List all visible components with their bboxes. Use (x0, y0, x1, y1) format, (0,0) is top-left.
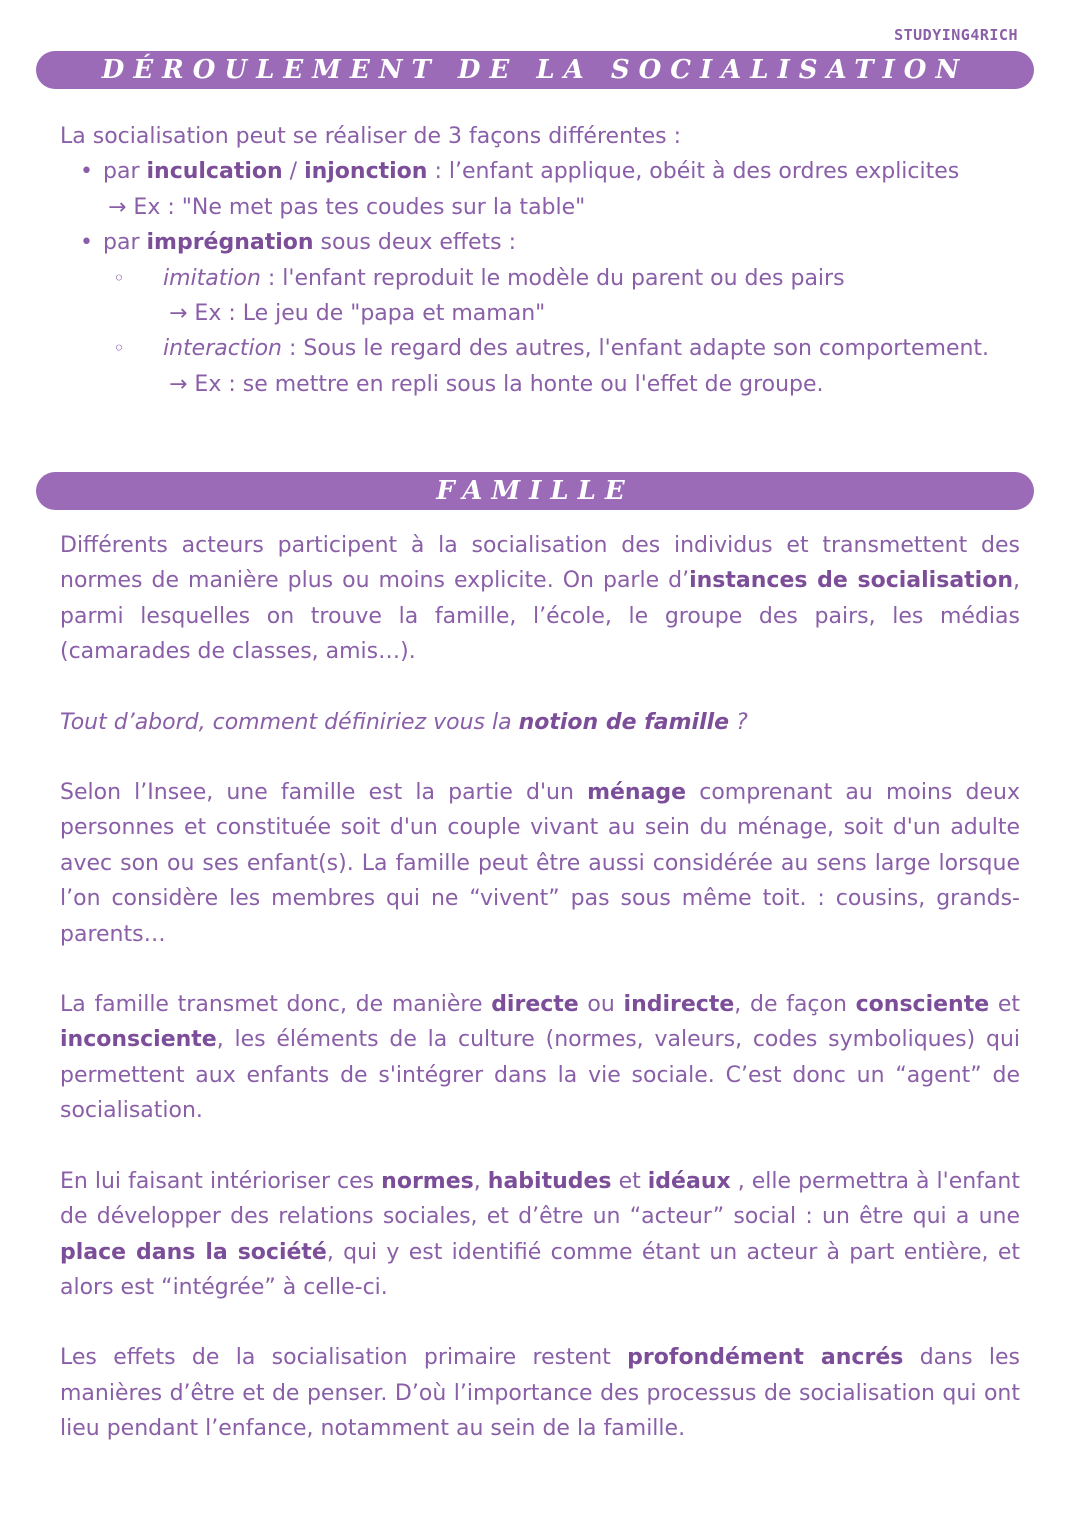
term-instances: instances de socialisation (689, 568, 1013, 594)
paragraph-interiorisation: En lui faisant intérioriser ces normes, habitudes et idéaux , elle permettra à l'enfant de développer des relations sociales, et d’être un “acteur” social : un être qui a une place dans la société, qui y est identifié comme étant un acteur à part entière, et alors est “intégrée” à celle-ci. (60, 1168, 1020, 1300)
list-item-imitation: ◦ imitation : l'enfant reproduit le modèle du parent ou des pairs → Ex : Le jeu de "papa et maman" (103, 261, 1020, 332)
term-interaction: interaction (163, 336, 282, 362)
paragraph-transmission: La famille transmet donc, de manière directe ou indirecte, de façon consciente et inconsciente, les éléments de la culture (normes, valeurs, codes symboliques) qui permettent aux enfants de s'intégrer dans la vie sociale. C’est donc un “agent” de socialisation. (60, 992, 1021, 1124)
term-habitudes: habitudes (487, 1168, 612, 1194)
term-injonction: injonction (304, 159, 428, 185)
list-item-inculcation: • par inculcation / injonction : l’enfant applique, obéit à des ordres explicites → Ex : "Ne met pas tes coudes sur la table" (60, 154, 1020, 225)
list-item-interaction: ◦ interaction : Sous le regard des autres, l'enfant adapte son comportement. → Ex : se mettre en repli sous la honte ou l'effet de groupe. (103, 331, 1020, 402)
term-ideaux: idéaux (647, 1168, 731, 1194)
term-notion-famille: notion de famille (518, 709, 730, 735)
term-inculcation: inculcation (146, 159, 283, 185)
term-directe: directe (491, 992, 579, 1018)
section-famille-body (60, 528, 1020, 1447)
paragraph-insee: Selon l’Insee, une famille est la partie d'un ménage comprenant au moins deux personnes et constituée soit d'un couple vivant au sein du ménage, soit d'un adulte avec son ou ses enfant(s). La famille peut être aussi considérée au sens large lorsque l’on considère les membres qui ne “vivent” pas sous même toit. : cousins, grands-parents… (60, 780, 1021, 947)
paragraph-question: Tout d’abord, comment définiriez vous la notion de famille ? (60, 709, 748, 735)
list-item-impregnation: • par imprégnation sous deux effets : ◦ imitation : l'enfant reproduit le modèle du parent ou des pairs → Ex : Le jeu de "papa et maman" ◦ interaction : Sous le regard des autres, l'enfant adapte son comportement. → Ex : se mettre en repli sous la honte ou l'effet de groupe. (60, 225, 1020, 402)
term-impregnation: imprégnation (146, 230, 314, 256)
term-place-societe: place dans la société (60, 1239, 327, 1265)
section-socialisation-body (60, 119, 1020, 402)
section-banner-famille (36, 472, 1034, 510)
intro-text: La socialisation peut se réaliser de 3 façons différentes : (60, 124, 682, 149)
term-imitation: imitation (163, 265, 261, 291)
term-inconsciente: inconsciente (60, 1027, 217, 1053)
example-imitation: → Ex : Le jeu de "papa et maman" (169, 301, 546, 327)
modes-list (60, 154, 1020, 402)
term-normes: normes (381, 1168, 474, 1194)
example-interaction: → Ex : se mettre en repli sous la honte ou l'effet de groupe. (169, 371, 824, 397)
paragraph-effets: Les effets de la socialisation primaire restent profondément ancrés dans les manières d’être et de penser. D’où l’importance des processus de socialisation qui ont lieu pendant l’enfance, notamment au sein de la famille. (60, 1345, 1020, 1442)
paragraph-instances: Différents acteurs participent à la socialisation des individus et transmettent des normes de manière plus ou moins explicite. On parle d’instances de socialisation, parmi lesquelles on trouve la famille, l’école, le groupe des pairs, les médias (camarades de classes, amis…). (60, 533, 1020, 665)
section-banner-socialisation (36, 51, 1034, 89)
watermark-logo: STUDYING4RICH (894, 26, 1018, 44)
term-consciente: consciente (855, 992, 990, 1018)
term-menage: ménage (587, 780, 687, 806)
section-title: FAMILLE (436, 476, 634, 506)
term-indirecte: indirecte (623, 992, 735, 1018)
term-ancres: profondément ancrés (627, 1345, 904, 1371)
impregnation-sublist (103, 261, 1020, 403)
section-title: DÉROULEMENT DE LA SOCIALISATION (101, 55, 969, 85)
example-inculcation: → Ex : "Ne met pas tes coudes sur la table" (108, 194, 586, 220)
